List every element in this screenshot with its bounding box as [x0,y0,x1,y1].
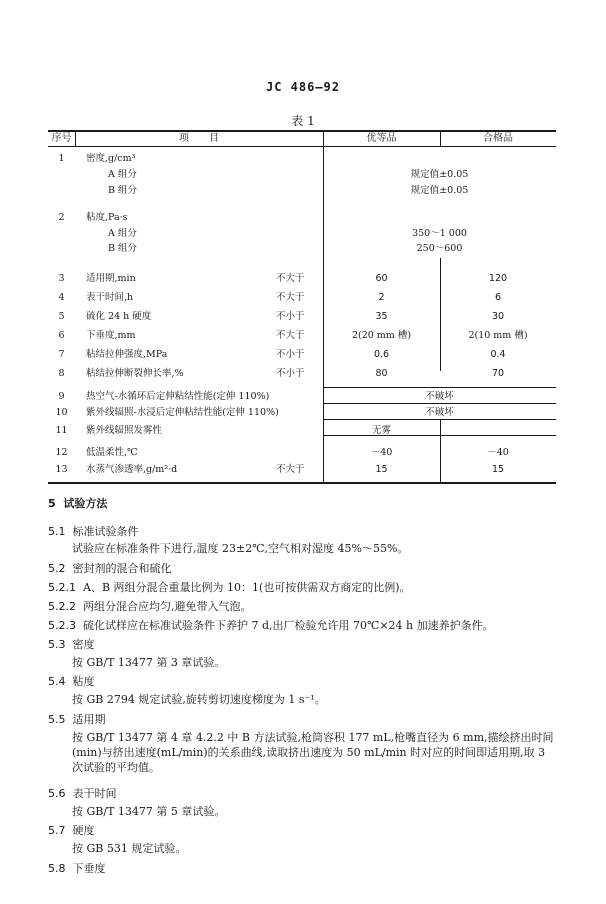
row-merged-value: 不破坏 [425,407,454,418]
body-paragraph: 按 GB 2794 规定试验,旋转剪切速度梯度为 1 s⁻¹。 [72,693,326,706]
header-superior: 优等品 [366,133,397,144]
header-qualified: 合格品 [483,133,513,144]
body-paragraph: 按 GB 531 规定试验。 [72,842,187,855]
subsection-heading [48,675,95,689]
row-condition: 不大于 [276,464,305,475]
row-no: 13 [55,464,68,475]
row-merged-value: 规定值±0.05 [410,185,469,196]
row-superior-value: 无雾 [371,425,391,436]
spec-table [48,130,556,484]
row-item: 表干时间,h [86,292,134,303]
subsection-heading [48,525,139,539]
section-number: 5.2 [48,562,66,575]
subsection-heading [48,638,95,652]
row-superior-value: 15 [375,464,388,475]
row-merged-value: 350～1 000 [412,228,467,239]
subsection-heading [48,787,117,801]
section-number: 5.2.1 [48,581,76,594]
header-no: 序号 [51,133,72,144]
row-superior-value: －40 [370,447,393,458]
section-heading [48,497,107,511]
row-superior-value: 35 [375,311,388,322]
section-number: 5.2.2 [48,600,76,613]
body-paragraph: 按 GB/T 13477 第 4 章 4.2.2 中 B 方法试验,枪筒容积 177 mL,枪嘴直径为 6 mm,描绘挤出时间(min)与挤出速度(mL/min)的关系曲线,读取挤出速度为 50 mL/min 时对应的时间即适用期,取 3 次试验的平均值。 [72,731,554,774]
row-no: 8 [58,368,65,379]
section-number: 5.5 [48,713,66,726]
section-title: 硫化试样应在标准试验条件下养护 7 d,出厂检验允许用 70℃×24 h 加速养护条件。 [83,619,494,632]
row-item: 水蒸气渗透率,g/m²·d [86,464,178,475]
row-rule [323,403,556,404]
row-item: 适用期,min [86,273,136,284]
row-qualified-value: 15 [491,464,505,475]
row-item: 紫外线辐照发雾性 [86,425,163,436]
row-no: 1 [58,153,65,164]
row-item: 粘结拉伸断裂伸长率,% [86,368,184,379]
row-qualified-value: 0.4 [490,349,506,360]
subsection-heading [48,619,494,633]
subsection-heading [48,562,172,576]
section-number: 5.3 [48,638,66,651]
subsection-heading [48,824,95,838]
row-condition: 不小于 [276,311,305,322]
row-item: 热空气-水循环后定伸粘结性能(定伸 110%) [86,391,270,402]
section-number: 5.4 [48,675,66,688]
row-qualified-value: 70 [491,368,505,379]
body-paragraph: 按 GB/T 13477 第 5 章试验。 [72,805,226,818]
table-top-rule [48,130,556,132]
row-rule [323,387,556,388]
row-condition: 不大于 [276,330,305,341]
row-item: 硫化 24 h 硬度 [86,311,152,322]
row-sub-label: A 组分 [108,228,137,239]
row-superior-value: 80 [375,368,388,379]
section-title: 粘度 [72,675,95,688]
table-header-rule [48,146,556,147]
row-item: 粘结拉伸强度,MPa [86,349,168,360]
row-condition: 不小于 [276,349,305,360]
row-condition: 不大于 [276,273,305,284]
section-number: 5.1 [48,525,66,538]
subsection-heading [48,581,411,595]
row-condition: 不大于 [276,292,305,303]
section-title: A、B 两组分混合重量比例为 10：1(也可按供需双方商定的比例)。 [83,581,411,594]
section-title: 标准试验条件 [72,525,139,538]
row-no: 12 [55,447,68,458]
section-title: 密度 [72,638,95,651]
section-number: 5.2.3 [48,619,76,632]
section-title: 试验方法 [63,497,108,510]
row-sub-label: A 组分 [108,169,137,180]
row-no: 5 [58,311,65,322]
row-qualified-value: －40 [487,447,509,458]
row-superior-value: 2(20 mm 槽) [351,330,412,341]
section-number: 5.7 [48,824,66,837]
subsection-heading [48,862,106,876]
section-title: 两组分混合应均匀,避免带入气泡。 [83,600,252,613]
section-number: 5 [48,497,56,510]
row-no: 9 [58,391,65,402]
section-number: 5.8 [48,862,66,875]
row-qualified-value: 120 [488,273,508,284]
table-bottom-rule [48,482,556,484]
section-title: 适用期 [72,713,106,726]
body-paragraph: 试验应在标准条件下进行,温度 23±2℃,空气相对湿度 45%～55%。 [72,542,409,555]
row-merged-value: 不破坏 [425,391,454,402]
section-title: 下垂度 [72,862,106,875]
row-no: 11 [55,425,68,436]
row-no: 4 [58,292,65,303]
row-superior-value: 0.6 [373,349,390,360]
row-item: 紫外线辐照-水浸后定伸粘结性能(定伸 110%) [86,407,279,418]
row-item: 密度,g/cm³ [86,153,136,164]
section-title: 硬度 [72,824,95,837]
subsection-heading [48,713,106,727]
section-title: 密封剂的混合和硫化 [72,562,172,575]
section-title: 表干时间 [72,787,117,800]
section-number: 5.6 [48,787,66,800]
row-no: 2 [58,212,65,223]
row-sub-label: B 组分 [108,243,138,254]
row-no: 6 [58,330,65,341]
row-merged-value: 250～600 [416,243,463,254]
subsection-heading [48,600,252,614]
row-superior-value: 60 [375,273,388,284]
row-item: 下垂度,mm [86,330,136,341]
row-item: 低温柔性,℃ [86,447,138,458]
row-merged-value: 规定值±0.05 [410,169,469,180]
row-qualified-value: 2(10 mm 槽) [468,330,528,341]
row-no: 7 [58,349,65,360]
row-sub-label: B 组分 [108,185,138,196]
row-superior-value: 2 [378,292,385,303]
row-no: 10 [55,407,68,418]
standard-code: JC 486—92 [265,80,341,94]
header-item: 项 目 [179,133,219,144]
row-qualified-value: 6 [494,292,502,303]
row-item: 粘度,Pa·s [86,212,128,223]
row-qualified-value: 30 [491,311,505,322]
row-no: 3 [58,273,65,284]
body-paragraph: 按 GB/T 13477 第 3 章试验。 [72,656,226,669]
table-title: 表 1 [291,114,315,128]
row-condition: 不小于 [276,368,305,379]
